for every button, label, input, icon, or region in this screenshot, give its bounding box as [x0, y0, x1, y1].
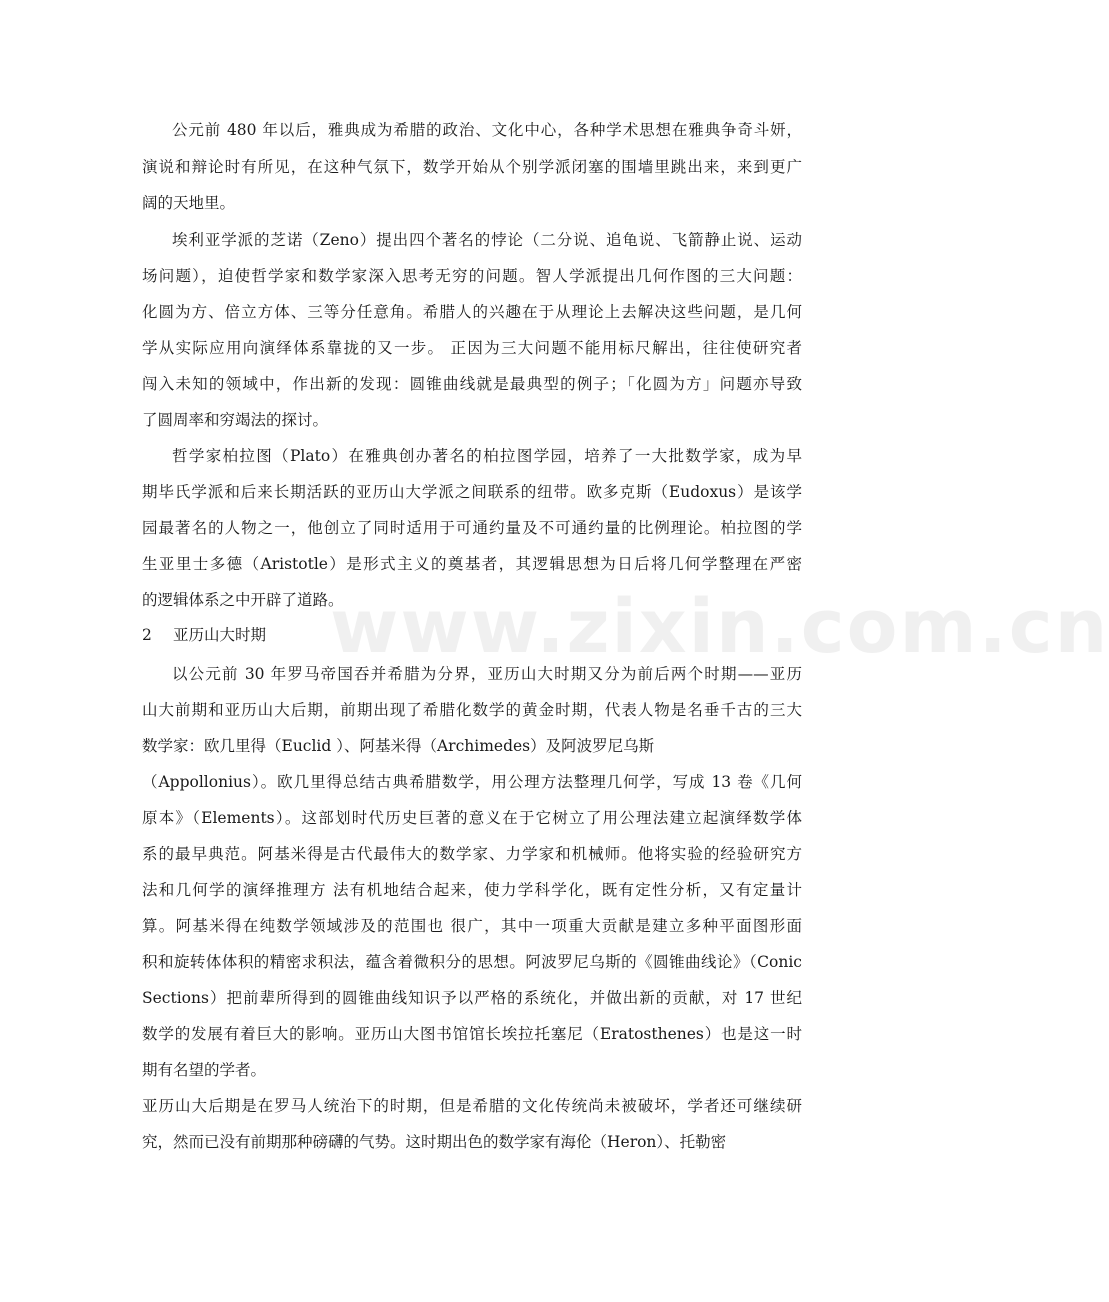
paragraph-4-line: 期有名望的学者。: [142, 1061, 267, 1079]
paragraph-2-line: 化圆为方、倍立方体、三等分任意角。希腊人的兴趣在于从理论上去解决这些问题，是几何: [142, 303, 802, 321]
paragraph-4-line: 数学的发展有着巨大的影响。亚历山大图书馆馆长埃拉托塞尼（Eratosthenes）也是这一时: [142, 1025, 802, 1043]
watermark: www.zixin.com.cn: [330, 584, 1109, 670]
paragraph-3-line: 的逻辑体系之中开辟了道路。: [142, 591, 344, 609]
paragraph-2-line: 了圆周率和穷竭法的探讨。: [142, 411, 329, 429]
paragraph-2-line: 闯入未知的领域中，作出新的发现：圆锥曲线就是最典型的例子；「化圆为方」问题亦导致: [142, 375, 802, 393]
paragraph-1-line: 公元前 480 年以后，雅典成为希腊的政治、文化中心，各种学术思想在雅典争奇斗妍，: [172, 121, 802, 139]
paragraph-2-line: 场问题），迫使哲学家和数学家深入思考无穷的问题。智人学派提出几何作图的三大问题：: [142, 267, 802, 285]
paragraph-5-line: 亚历山大后期是在罗马人统治下的时期，但是希腊的文化传统尚未被破坏，学者还可继续研: [142, 1097, 802, 1115]
paragraph-3-line: 园最著名的人物之一，他创立了同时适用于可通约量及不可通约量的比例理论。柏拉图的学: [142, 519, 802, 537]
paragraph-4-line: 原本》（Elements）。这部划时代历史巨著的意义在于它树立了用公理法建立起演绎数学体: [142, 809, 802, 827]
section-title: 亚历山大时期: [172, 626, 266, 644]
paragraph-2-line: 埃利亚学派的芝诺（Zeno）提出四个著名的悖论（二分说、追龟说、飞箭静止说、运动: [172, 231, 802, 249]
paragraph-4-line: 山大前期和亚历山大后期，前期出现了希腊化数学的黄金时期，代表人物是名垂千古的三大: [142, 701, 802, 719]
paragraph-4-line: 数学家：欧几里得（Euclid ）、阿基米得（Archimedes）及阿波罗尼乌斯: [142, 737, 655, 755]
paragraph-3-line: 期毕氏学派和后来长期活跃的亚历山大学派之间联系的纽带。欧多克斯（Eudoxus）是该学: [142, 483, 802, 501]
paragraph-2-line: 学从实际应用向演绎体系靠拢的又一步。 正因为三大问题不能用标尺解出，往往使研究者: [142, 339, 802, 357]
paragraph-4-line: （Appollonius）。欧几里得总结古典希腊数学，用公理方法整理几何学，写成 13 卷《几何: [142, 773, 802, 791]
paragraph-3-line: 哲学家柏拉图（Plato）在雅典创办著名的柏拉图学园，培养了一大批数学家，成为早: [172, 447, 802, 465]
paragraph-4-line: Sections）把前辈所得到的圆锥曲线知识予以严格的系统化，并做出新的贡献，对 17 世纪: [142, 989, 802, 1007]
paragraph-3-line: 生亚里士多德（Aristotle）是形式主义的奠基者，其逻辑思想为日后将几何学整理在严密: [142, 555, 802, 573]
paragraph-1-line: 演说和辩论时有所见，在这种气氛下，数学开始从个别学派闭塞的围墙里跳出来，来到更广: [142, 158, 802, 176]
section-heading: [142, 625, 266, 645]
paragraph-4-line: 系的最早典范。阿基米得是古代最伟大的数学家、力学家和机械师。他将实验的经验研究方: [142, 845, 802, 863]
paragraph-4-line: 法和几何学的演绎推理方 法有机地结合起来，使力学科学化，既有定性分析，又有定量计: [142, 881, 802, 899]
paragraph-4-line: 积和旋转体体积的精密求积法，蕴含着微积分的思想。阿波罗尼乌斯的《圆锥曲线论》（Conic: [142, 953, 802, 971]
paragraph-4-line: 算。阿基米得在纯数学领域涉及的范围也 很广，其中一项重大贡献是建立多种平面图形面: [142, 917, 802, 935]
paragraph-4-line: 以公元前 30 年罗马帝国吞并希腊为分界，亚历山大时期又分为前后两个时期——亚历: [172, 665, 802, 683]
section-number: 2: [142, 626, 152, 644]
paragraph-5-line: 究，然而已没有前期那种磅礴的气势。这时期出色的数学家有海伦（Heron）、托勒密: [142, 1133, 727, 1151]
paragraph-1-line: 阔的天地里。: [142, 194, 236, 212]
